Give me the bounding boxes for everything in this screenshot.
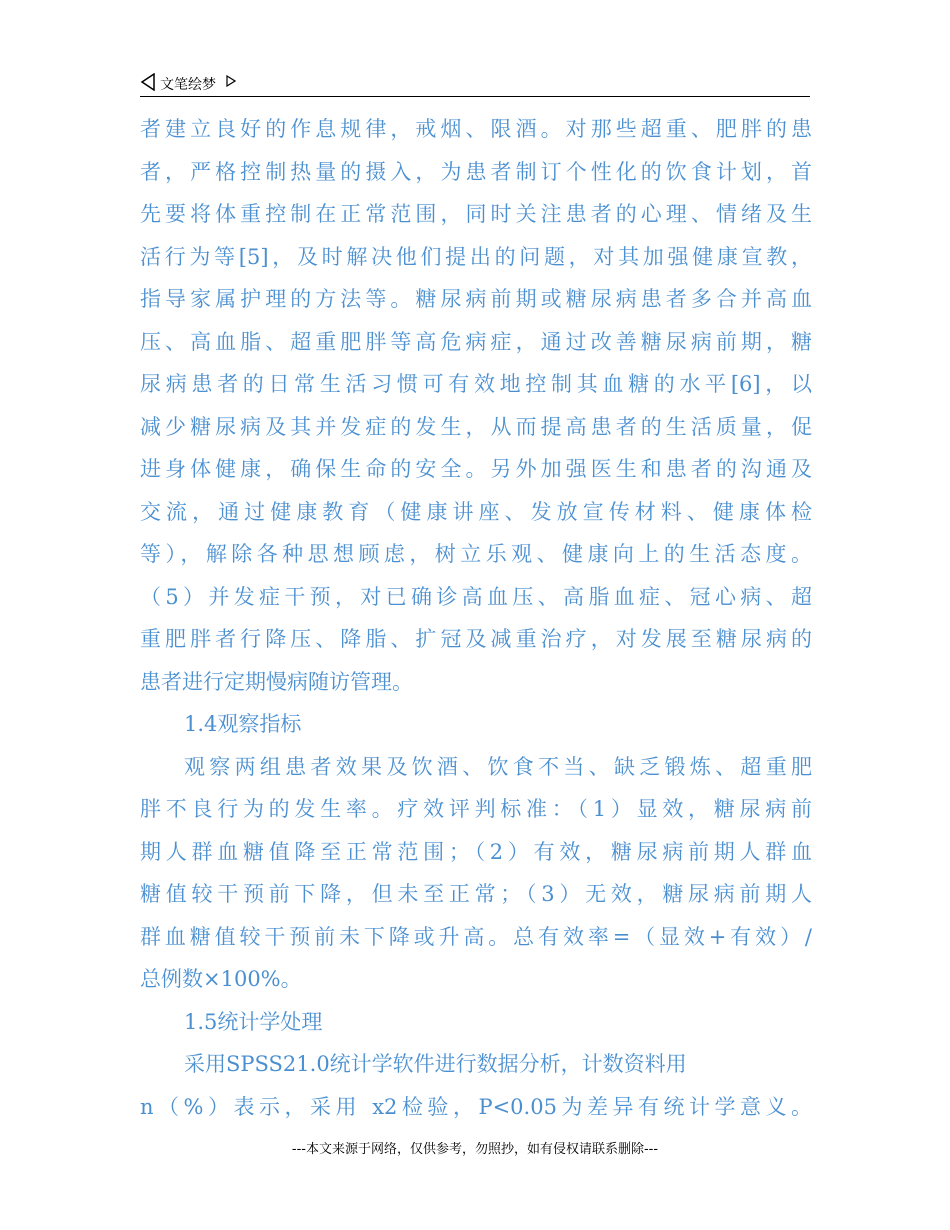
header-title: 文笔绘梦: [160, 77, 216, 93]
triangle-right-icon: [226, 75, 236, 87]
text-line: 群血糖值较干预前未下降或升高。总有效率=（显效+有效）/: [140, 924, 812, 949]
text-line: 者建立良好的作息规律，戒烟、限酒。对那些超重、肥胖的患: [140, 117, 812, 141]
text-line: 先要将体重控制在正常范围，同时关注患者的心理、情绪及生: [140, 202, 812, 226]
section-heading: 1.4观察指标: [184, 712, 302, 736]
text-line: 胖不良行为的发生率。疗效评判标准：（1）显效，糖尿病前: [140, 797, 812, 821]
text-line: 观察两组患者效果及饮酒、饮食不当、缺乏锻炼、超重肥: [184, 754, 812, 779]
text-line: 期人群血糖值降至正常范围；（2）有效，糖尿病前期人群血: [140, 839, 812, 864]
document-body: [140, 108, 812, 1128]
text-line: 指导家属护理的方法等。糖尿病前期或糖尿病患者多合并高血: [140, 287, 812, 311]
text-line: 患者进行定期慢病随访管理。: [140, 669, 413, 694]
text-line: 等），解除各种思想顾虑，树立乐观、健康向上的生活态度。: [140, 542, 812, 566]
text-line: 采用SPSS21.0统计学软件进行数据分析，计数资料用: [184, 1052, 687, 1076]
text-line: n（%）表示，采用 x2检验，P<0.05为差异有统计学意义。: [140, 1094, 812, 1119]
triangle-left-icon: [140, 73, 156, 91]
text-line: 活行为等[5]，及时解决他们提出的问题，对其加强健康宣教，: [140, 244, 812, 269]
footer-disclaimer: ---本文来源于网络，仅供参考，勿照抄，如有侵权请联系删除---: [291, 1142, 659, 1157]
text-line: （5）并发症干预，对已确诊高血压、高脂血症、冠心病、超: [140, 584, 812, 609]
text-line: 糖值较干预前下降，但未至正常；（3）无效，糖尿病前期人: [140, 882, 812, 906]
section-heading: 1.5统计学处理: [184, 1009, 323, 1034]
page-header: [140, 70, 810, 97]
text-line: 压、高血脂、超重肥胖等高危病症，通过改善糖尿病前期，糖: [140, 329, 812, 354]
text-line: 重肥胖者行降压、降脂、扩冠及减重治疗，对发展至糖尿病的: [140, 627, 812, 651]
text-line: 进身体健康，确保生命的安全。另外加强医生和患者的沟通及: [140, 457, 812, 481]
text-line: 尿病患者的日常生活习惯可有效地控制其血糖的水平[6]，以: [140, 372, 812, 396]
text-line: 交流，通过健康教育（健康讲座、发放宣传材料、健康体检: [140, 499, 812, 524]
text-line: 者，严格控制热量的摄入，为患者制订个性化的饮食计划，首: [140, 159, 812, 184]
text-line: 减少糖尿病及其并发症的发生，从而提高患者的生活质量，促: [140, 414, 812, 439]
text-line: 总例数×100%。: [140, 967, 302, 991]
